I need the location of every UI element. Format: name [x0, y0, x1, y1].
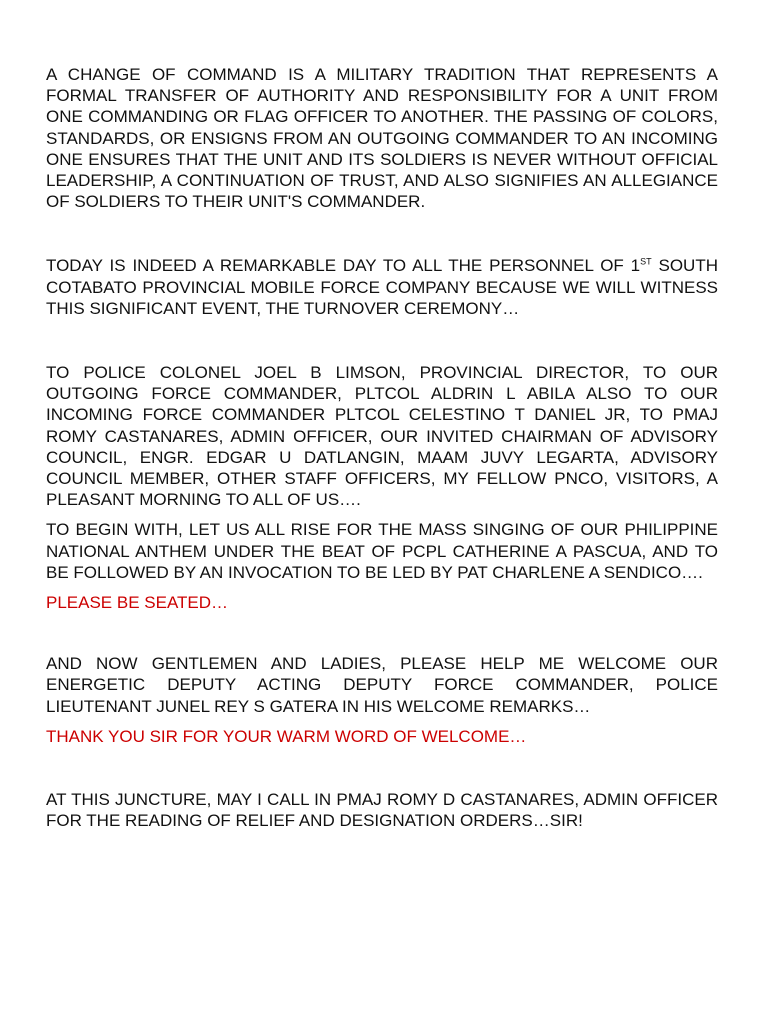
paragraph-reading-orders: AT THIS JUNCTURE, MAY I CALL IN PMAJ ROMY D CASTANARES, ADMIN OFFICER FOR THE READING OF RELIEF AND DESIGNATION ORDERS…SIR! — [46, 790, 718, 831]
paragraph-remarkable-day-end: SOUTH COTABATO PROVINCIAL MOBILE FORCE COMPANY BECAUSE WE WILL WITNESS THIS SIGNIFICANT EVENT, THE TURNOVER CEREMONY… — [46, 256, 718, 318]
document-page — [46, 64, 718, 831]
ordinal-superscript: ST — [640, 256, 652, 267]
paragraph-change-of-command: A CHANGE OF COMMAND IS A MILITARY TRADITION THAT REPRESENTS A FORMAL TRANSFER OF AUTHORITY AND RESPONSIBILITY FOR A UNIT FROM ONE COMMANDING OR FLAG OFFICER TO ANOTHER. THE PASSING OF COLORS, STANDARDS, OR ENSIGNS FROM AN OUTGOING COMMANDER TO AN INCOMING ONE ENSURES THAT THE UNIT AND ITS SOLDIERS IS NEVER WITHOUT OFFICIAL LEADERSHIP, A CONTINUATION OF TRUST, AND ALSO SIGNIFIES AN ALLEGIANCE OF SOLDIERS TO THEIR UNIT'S COMMANDER. — [46, 65, 718, 212]
paragraph-remarkable-day-start: TODAY IS INDEED A REMARKABLE DAY TO ALL THE PERSONNEL OF 1 — [46, 256, 641, 276]
paragraph-welcome-remarks: AND NOW GENTLEMEN AND LADIES, PLEASE HELP ME WELCOME OUR ENERGETIC DEPUTY ACTING DEPUTY FORCE COMMANDER, POLICE LIEUTENANT JUNEL REY S GATERA IN HIS WELCOME REMARKS… — [46, 654, 718, 716]
note-thank-you: THANK YOU SIR FOR YOUR WARM WORD OF WELCOME… — [46, 726, 527, 746]
paragraph-greetings: TO POLICE COLONEL JOEL B LIMSON, PROVINCIAL DIRECTOR, TO OUR OUTGOING FORCE COMMANDER, PLTCOL ALDRIN L ABILA ALSO TO OUR INCOMING FORCE COMMANDER PLTCOL CELESTINO T DANIEL JR, TO PMAJ ROMY CASTANARES, ADMIN OFFICER, OUR INVITED CHAIRMAN OF ADVISORY COUNCIL, ENGR. EDGAR U DATLANGIN, MAAM JUVY LEGARTA, ADVISORY COUNCIL MEMBER, OTHER STAFF OFFICERS, MY FELLOW PNCO, VISITORS, A PLEASANT MORNING TO ALL OF US…. — [46, 363, 718, 510]
paragraph-remarkable-day — [46, 255, 718, 319]
paragraph-national-anthem: TO BEGIN WITH, LET US ALL RISE FOR THE MASS SINGING OF OUR PHILIPPINE NATIONAL ANTHEM UNDER THE BEAT OF PCPL CATHERINE A PASCUA, AND TO BE FOLLOWED BY AN INVOCATION TO BE LED BY PAT CHARLENE A SENDICO…. — [46, 520, 718, 582]
note-please-be-seated: PLEASE BE SEATED… — [46, 593, 229, 613]
